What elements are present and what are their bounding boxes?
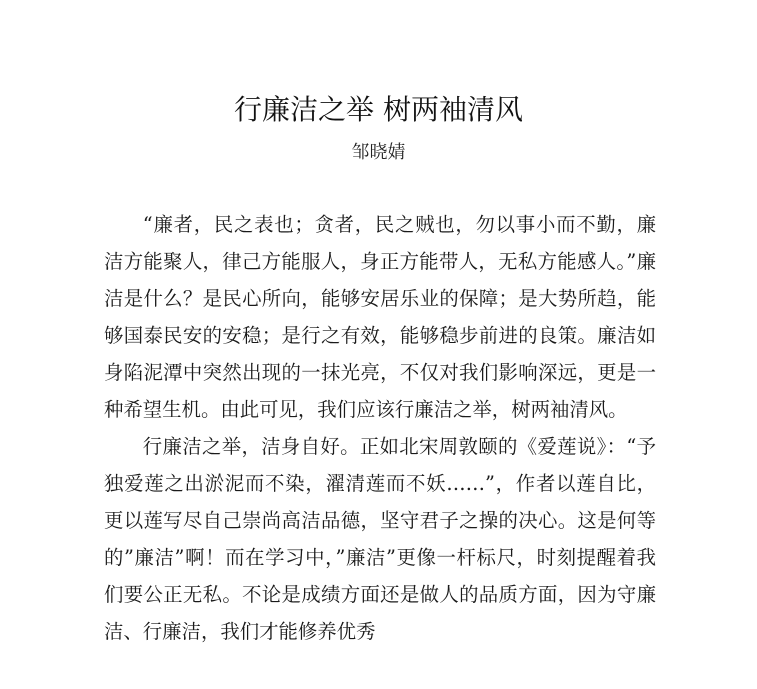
page-title: 行廉洁之举 树两袖清风	[234, 93, 523, 126]
paragraph-2: 行廉洁之举，洁身自好。正如北宋周敦颐的《爱莲说》：“予独爱莲之出淤泥而不染，濯清莲而不妖……”，作者以莲自比，更以莲写尽自己崇尚高洁品德，坚守君子之操的决心。这是何等的”廉洁”啊！而在学习中，”廉洁”更像一杆标尺，时刻提醒着我们要公正无私。不论是成绩方面还是做人的品质方面，因为守廉洁、行廉洁，我们才能修养优秀	[104, 435, 656, 643]
article-body	[104, 206, 656, 650]
author-name: 邹晓婧	[351, 142, 406, 163]
paragraph-1: “廉者，民之表也；贪者，民之贼也，勿以事小而不勤，廉洁方能聚人，律己方能服人，身正方能带人，无私方能感人。”廉洁是什么？是民心所向，能够安居乐业的保障；是大势所趋，能够国泰民安的安稳；是行之有效，能够稳步前进的良策。廉洁如身陷泥潭中突然出现的一抹光亮，不仅对我们影响深远，更是一种希望生机。由此可见，我们应该行廉洁之举，树两袖清风。	[104, 213, 656, 421]
